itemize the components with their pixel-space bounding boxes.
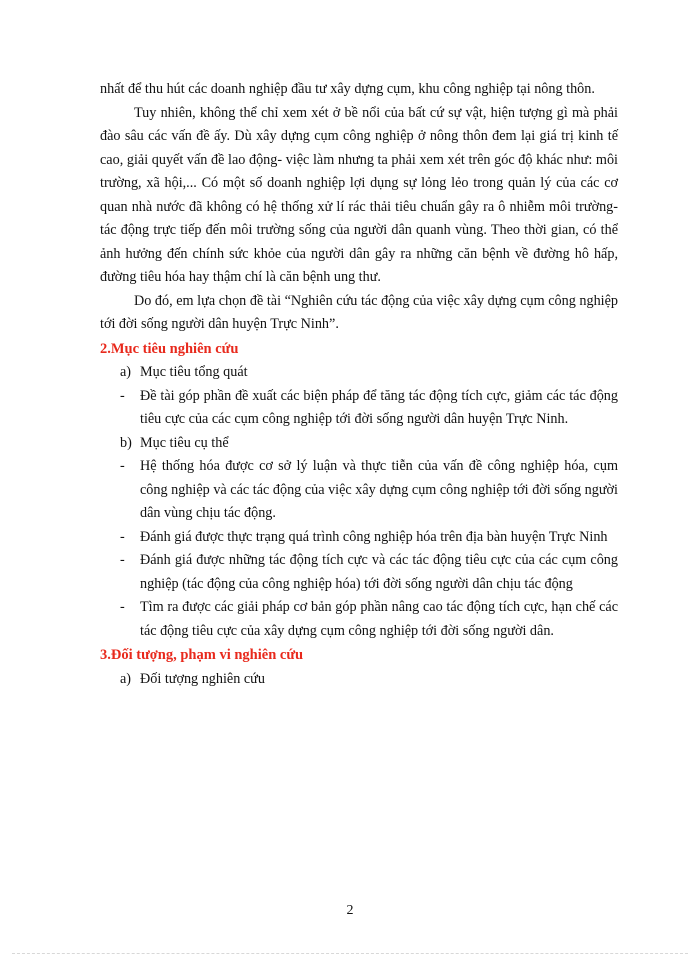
section-2-heading: 2.Mục tiêu nghiên cứu [100,340,239,357]
list-item-text: Tìm ra được các giải pháp cơ bản góp phần nâng cao tác động tích cực, hạn chế các tác động tiêu cực của xây dựng cụm công nghiệp tới đời sống người dân. [140,599,618,639]
list-marker-b: b) [120,434,132,451]
list-dash: - [120,387,125,404]
subsection-2b [100,432,618,456]
list-marker-a: a) [120,364,132,380]
paragraph-intro-continuation: nhất để thu hút các doanh nghiệp đầu tư xây dựng cụm, khu công nghiệp tại nông thôn. [100,81,595,97]
list-item-text: Đánh giá được những tác động tích cực và các tác động tiêu cực của các cụm công nghiệp (tác động của công nghiệp hóa) tới đời sống người dân chịu tác động [140,552,618,592]
list-dash: - [120,599,125,615]
paragraph-however: Tuy nhiên, không thể chỉ xem xét ở bề nổi của bất cứ sự vật, hiện tượng gì mà phải đào sâu các vấn đề ấy. Dù xây dựng cụm công nghiệp ở nông thôn đem lại giá trị kinh tế cao, giải quyết vấn đề lao động- việc làm nhưng ta phải xem xét trên góc độ khác như: môi trường, xã hội,... Có một số doanh nghiệp lợi dụng sự lỏng lẻo trong quản lý của các cơ quan nhà nước đã không có hệ thống xử lí rác thải tiêu chuẩn gây ra ô nhiễm môi trường- tác động trực tiếp đến môi trường sống của người dân quanh vùng. Theo thời gian, có thể ảnh hưởng đến chính sức khỏe của người dân gây ra những căn bệnh về đường hô hấp, đường tiêu hóa hay thậm chí là căn bệnh ung thư. [100,104,618,285]
list-dash: - [120,552,125,568]
list-item-text: Hệ thống hóa được cơ sở lý luận và thực tiễn của vấn đề công nghiệp hóa, cụm công nghiệp và các tác động của việc xây dựng cụm công nghiệp tới đời sống người dân vùng chịu tác động. [140,458,618,521]
list-item [100,455,618,526]
paragraph-topic-choice: Do đó, em lựa chọn đề tài “Nghiên cứu tác động của việc xây dựng cụm công nghiệp tới đời sống người dân huyện Trực Ninh”. [100,292,618,332]
subsection-3a [100,668,618,692]
page-bottom-edge [12,953,688,954]
section-3-heading: 3.Đối tượng, phạm vi nghiên cứu [100,647,304,663]
list-dash: - [120,458,125,474]
subsection-2a-label: Mục tiêu tổng quát [140,364,248,380]
list-item-text: Đề tài góp phần đề xuất các biện pháp để tăng tác động tích cực, giảm các tác động tiêu cực của các cụm công nghiệp tới đời sống người dân huyện Trực Ninh. [140,387,618,427]
list-item-text: Đánh giá được thực trạng quá trình công nghiệp hóa trên địa bàn huyện Trực Ninh [140,528,608,545]
list-dash: - [120,528,125,545]
list-item [100,526,618,550]
list-item [100,596,618,643]
subsection-3a-label: Đối tượng nghiên cứu [140,670,265,687]
list-item [100,549,618,596]
page-number: 2 [346,903,354,918]
list-marker-a: a) [120,670,132,687]
page-content [100,78,618,691]
subsection-2a [100,361,618,385]
list-item [100,385,618,432]
subsection-2b-label: Mục tiêu cụ thể [140,434,229,451]
